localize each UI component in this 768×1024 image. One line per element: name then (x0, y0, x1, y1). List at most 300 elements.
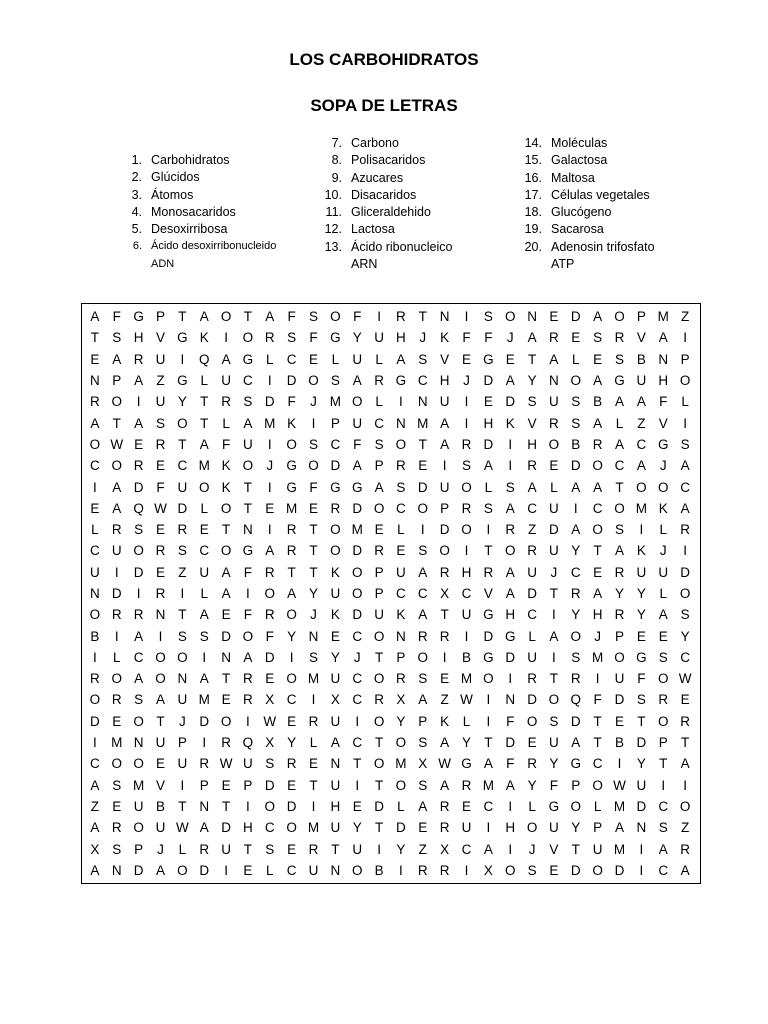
grid-letter[interactable]: A (112, 479, 122, 495)
grid-letter[interactable]: S (527, 862, 537, 878)
grid-letter[interactable]: L (572, 351, 580, 367)
grid-letter[interactable]: Y (527, 373, 537, 389)
grid-letter[interactable]: A (134, 373, 144, 389)
grid-letter[interactable]: A (440, 436, 450, 452)
grid-letter[interactable]: O (330, 309, 341, 325)
grid-letter[interactable]: C (483, 798, 494, 814)
grid-letter[interactable]: U (243, 436, 253, 452)
grid-letter[interactable]: O (351, 862, 363, 878)
grid-letter[interactable]: R (549, 415, 559, 431)
grid-letter[interactable]: H (133, 330, 144, 346)
grid-letter[interactable]: Y (177, 394, 187, 410)
grid-letter[interactable]: R (396, 458, 406, 474)
grid-letter[interactable]: I (246, 585, 250, 601)
grid-letter[interactable]: S (265, 841, 275, 857)
grid-letter[interactable]: E (636, 628, 646, 644)
grid-letter[interactable]: O (155, 671, 166, 687)
grid-letter[interactable]: T (374, 777, 384, 793)
grid-letter[interactable]: O (657, 671, 669, 687)
grid-letter[interactable]: Y (287, 735, 297, 751)
grid-letter[interactable]: D (570, 713, 581, 729)
grid-letter[interactable]: D (505, 649, 516, 665)
grid-letter[interactable]: R (570, 671, 581, 687)
grid-letter[interactable]: A (549, 628, 559, 644)
grid-letter[interactable]: C (658, 862, 669, 878)
grid-letter[interactable]: E (658, 628, 668, 644)
grid-letter[interactable]: W (219, 756, 233, 772)
grid-letter[interactable]: U (439, 479, 450, 495)
grid-letter[interactable]: B (90, 628, 100, 644)
grid-letter[interactable]: B (593, 394, 603, 410)
grid-letter[interactable]: C (133, 649, 144, 665)
grid-letter[interactable]: D (483, 628, 494, 644)
grid-letter[interactable]: L (331, 351, 340, 367)
grid-letter[interactable]: S (614, 351, 624, 367)
grid-letter[interactable]: E (308, 756, 318, 772)
grid-letter[interactable]: Y (636, 585, 646, 601)
grid-letter[interactable]: Y (527, 777, 537, 793)
grid-letter[interactable]: D (352, 500, 363, 516)
grid-letter[interactable]: T (593, 713, 602, 729)
grid-letter[interactable]: E (287, 777, 297, 793)
grid-letter[interactable]: C (90, 756, 100, 772)
grid-letter[interactable]: E (330, 628, 340, 644)
grid-letter[interactable]: R (286, 522, 297, 538)
grid-letter[interactable]: D (352, 607, 363, 623)
grid-letter[interactable]: R (221, 394, 231, 410)
grid-letter[interactable]: C (680, 479, 690, 495)
grid-letter[interactable]: M (657, 309, 669, 325)
grid-letter[interactable]: S (418, 777, 428, 793)
grid-letter[interactable]: A (134, 671, 144, 687)
grid-letter[interactable]: J (310, 607, 317, 623)
grid-letter[interactable]: C (177, 458, 188, 474)
grid-letter[interactable]: C (636, 436, 647, 452)
grid-letter[interactable]: T (484, 543, 493, 559)
grid-letter[interactable]: D (570, 458, 581, 474)
grid-letter[interactable]: U (177, 479, 188, 495)
grid-letter[interactable]: A (199, 671, 209, 687)
grid-letter[interactable]: C (286, 862, 297, 878)
grid-letter[interactable]: A (440, 777, 450, 793)
grid-letter[interactable]: R (570, 585, 581, 601)
grid-letter[interactable]: S (571, 394, 581, 410)
grid-letter[interactable]: T (309, 777, 318, 793)
grid-letter[interactable]: U (155, 351, 166, 367)
grid-letter[interactable]: U (177, 692, 188, 708)
grid-letter[interactable]: C (286, 692, 297, 708)
grid-letter[interactable]: G (351, 479, 363, 495)
grid-letter[interactable]: K (330, 607, 340, 623)
grid-letter[interactable]: B (614, 735, 624, 751)
grid-letter[interactable]: I (552, 649, 556, 665)
grid-letter[interactable]: I (464, 862, 469, 878)
grid-letter[interactable]: L (593, 798, 602, 814)
grid-letter[interactable]: R (483, 564, 494, 580)
grid-letter[interactable]: A (243, 649, 253, 665)
grid-letter[interactable]: E (112, 798, 122, 814)
grid-letter[interactable]: U (90, 564, 100, 580)
grid-letter[interactable]: D (264, 394, 275, 410)
grid-letter[interactable]: A (614, 436, 624, 452)
grid-letter[interactable]: I (508, 436, 513, 452)
grid-letter[interactable]: S (134, 692, 144, 708)
grid-letter[interactable]: O (242, 330, 254, 346)
grid-letter[interactable]: V (658, 415, 668, 431)
grid-letter[interactable]: A (418, 692, 428, 708)
grid-letter[interactable]: I (573, 500, 578, 516)
grid-letter[interactable]: E (112, 713, 122, 729)
grid-letter[interactable]: R (417, 862, 428, 878)
grid-letter[interactable]: O (679, 373, 691, 389)
grid-letter[interactable]: D (570, 862, 581, 878)
grid-letter[interactable]: U (352, 415, 363, 431)
grid-letter[interactable]: R (396, 671, 406, 687)
grid-letter[interactable]: I (136, 394, 141, 410)
grid-letter[interactable]: F (309, 330, 318, 346)
grid-letter[interactable]: R (439, 628, 450, 644)
grid-letter[interactable]: O (395, 436, 407, 452)
grid-letter[interactable]: L (397, 522, 405, 538)
grid-letter[interactable]: O (198, 479, 210, 495)
grid-letter[interactable]: O (657, 713, 669, 729)
grid-letter[interactable]: I (464, 543, 469, 559)
grid-letter[interactable]: D (614, 692, 625, 708)
grid-letter[interactable]: N (636, 820, 647, 836)
grid-letter[interactable]: U (330, 820, 341, 836)
grid-letter[interactable]: I (683, 415, 687, 431)
grid-letter[interactable]: R (133, 458, 144, 474)
grid-letter[interactable]: O (592, 522, 603, 538)
grid-letter[interactable]: P (330, 415, 340, 431)
grid-letter[interactable]: H (592, 607, 603, 623)
grid-letter[interactable]: O (526, 820, 538, 836)
grid-letter[interactable]: A (352, 458, 362, 474)
grid-letter[interactable]: S (265, 756, 275, 772)
grid-letter[interactable]: I (224, 330, 228, 346)
grid-letter[interactable]: E (155, 458, 165, 474)
grid-letter[interactable]: G (133, 309, 144, 325)
grid-letter[interactable]: T (178, 309, 187, 325)
grid-letter[interactable]: J (550, 564, 558, 580)
grid-letter[interactable]: S (527, 394, 537, 410)
grid-letter[interactable]: V (155, 330, 165, 346)
grid-letter[interactable]: U (308, 862, 319, 878)
grid-letter[interactable]: T (637, 713, 646, 729)
grid-letter[interactable]: J (157, 841, 164, 857)
grid-letter[interactable]: D (133, 564, 144, 580)
grid-letter[interactable]: E (374, 522, 384, 538)
grid-letter[interactable]: R (111, 607, 122, 623)
grid-letter[interactable]: L (528, 628, 536, 644)
grid-letter[interactable]: L (375, 351, 383, 367)
grid-letter[interactable]: R (264, 564, 275, 580)
grid-letter[interactable]: J (353, 649, 361, 665)
grid-letter[interactable]: U (549, 820, 559, 836)
grid-letter[interactable]: R (111, 820, 122, 836)
grid-letter[interactable]: U (133, 798, 144, 814)
grid-letter[interactable]: K (396, 607, 406, 623)
grid-letter[interactable]: P (199, 777, 209, 793)
grid-letter[interactable]: A (483, 458, 493, 474)
grid-letter[interactable]: X (330, 692, 340, 708)
grid-letter[interactable]: C (614, 458, 625, 474)
grid-letter[interactable]: L (200, 373, 208, 389)
grid-letter[interactable]: F (593, 692, 602, 708)
grid-letter[interactable]: I (114, 628, 119, 644)
grid-letter[interactable]: S (418, 671, 428, 687)
grid-letter[interactable]: O (264, 585, 276, 601)
grid-letter[interactable]: M (286, 500, 298, 516)
grid-letter[interactable]: L (266, 351, 274, 367)
grid-letter[interactable]: A (483, 756, 493, 772)
grid-letter[interactable]: L (375, 394, 383, 410)
grid-letter[interactable]: L (200, 500, 208, 516)
grid-letter[interactable]: W (438, 756, 451, 772)
grid-letter[interactable]: E (155, 756, 165, 772)
grid-letter[interactable]: D (286, 798, 297, 814)
grid-letter[interactable]: X (440, 585, 450, 601)
grid-letter[interactable]: O (504, 543, 516, 559)
grid-letter[interactable]: I (639, 522, 644, 538)
grid-letter[interactable]: G (177, 330, 188, 346)
grid-letter[interactable]: T (549, 585, 559, 601)
grid-letter[interactable]: J (594, 628, 601, 644)
grid-letter[interactable]: Q (570, 692, 582, 708)
grid-letter[interactable]: T (440, 607, 449, 623)
grid-letter[interactable]: A (134, 628, 144, 644)
grid-letter[interactable]: C (680, 649, 690, 665)
grid-letter[interactable]: E (396, 543, 406, 559)
grid-letter[interactable]: S (374, 436, 384, 452)
grid-letter[interactable]: R (527, 458, 537, 474)
grid-letter[interactable]: I (486, 820, 491, 836)
grid-letter[interactable]: G (286, 479, 297, 495)
grid-letter[interactable]: U (549, 543, 559, 559)
grid-letter[interactable]: I (683, 330, 687, 346)
grid-letter[interactable]: N (658, 351, 669, 367)
grid-letter[interactable]: I (508, 671, 513, 687)
grid-letter[interactable]: D (505, 735, 516, 751)
grid-letter[interactable]: I (311, 798, 316, 814)
grid-letter[interactable]: I (311, 415, 316, 431)
grid-letter[interactable]: S (636, 692, 646, 708)
grid-letter[interactable]: I (464, 628, 469, 644)
grid-letter[interactable]: I (442, 649, 447, 665)
grid-letter[interactable]: T (156, 713, 165, 729)
grid-letter[interactable]: I (552, 607, 556, 623)
grid-letter[interactable]: O (111, 458, 123, 474)
grid-letter[interactable]: S (396, 479, 406, 495)
grid-letter[interactable]: A (199, 820, 209, 836)
grid-letter[interactable]: C (90, 458, 100, 474)
grid-letter[interactable]: U (330, 585, 341, 601)
grid-letter[interactable]: U (243, 756, 253, 772)
grid-letter[interactable]: O (657, 479, 669, 495)
grid-letter[interactable]: B (636, 351, 646, 367)
grid-letter[interactable]: K (221, 458, 231, 474)
grid-letter[interactable]: E (549, 309, 559, 325)
grid-letter[interactable]: M (395, 756, 407, 772)
grid-letter[interactable]: I (464, 415, 469, 431)
grid-letter[interactable]: L (528, 798, 536, 814)
grid-letter[interactable]: E (549, 862, 559, 878)
grid-letter[interactable]: G (570, 756, 582, 772)
grid-letter[interactable]: U (352, 351, 363, 367)
grid-letter[interactable]: O (614, 309, 625, 325)
grid-letter[interactable]: T (221, 798, 231, 814)
grid-letter[interactable]: L (309, 735, 318, 751)
grid-letter[interactable]: G (548, 798, 560, 814)
grid-letter[interactable]: N (199, 798, 210, 814)
grid-letter[interactable]: K (505, 415, 515, 431)
grid-letter[interactable]: S (418, 351, 428, 367)
grid-letter[interactable]: M (351, 522, 363, 538)
grid-letter[interactable]: R (439, 564, 450, 580)
grid-letter[interactable]: I (617, 756, 622, 772)
grid-letter[interactable]: C (658, 798, 669, 814)
grid-letter[interactable]: E (527, 735, 537, 751)
grid-letter[interactable]: F (353, 436, 362, 452)
grid-letter[interactable]: U (614, 671, 625, 687)
grid-letter[interactable]: K (221, 479, 231, 495)
grid-letter[interactable]: A (374, 479, 384, 495)
grid-letter[interactable]: N (221, 649, 231, 665)
grid-letter[interactable]: O (548, 692, 560, 708)
grid-letter[interactable]: S (418, 735, 428, 751)
grid-letter[interactable]: R (155, 585, 166, 601)
grid-letter[interactable]: C (417, 373, 428, 389)
grid-letter[interactable]: J (463, 373, 470, 389)
grid-letter[interactable]: R (374, 543, 384, 559)
grid-letter[interactable]: A (636, 394, 646, 410)
grid-letter[interactable]: R (133, 351, 144, 367)
grid-letter[interactable]: P (418, 713, 428, 729)
grid-letter[interactable]: O (373, 500, 385, 516)
grid-letter[interactable]: A (505, 373, 515, 389)
grid-letter[interactable]: U (155, 735, 166, 751)
grid-letter[interactable]: S (112, 330, 122, 346)
grid-letter[interactable]: O (89, 692, 101, 708)
grid-letter[interactable]: S (177, 543, 187, 559)
grid-letter[interactable]: W (110, 436, 124, 452)
grid-letter[interactable]: O (592, 862, 603, 878)
grid-letter[interactable]: F (353, 309, 362, 325)
grid-letter[interactable]: N (439, 309, 450, 325)
grid-letter[interactable]: F (549, 777, 559, 793)
grid-letter[interactable]: R (439, 862, 450, 878)
grid-letter[interactable]: Y (571, 543, 581, 559)
grid-letter[interactable]: T (200, 394, 209, 410)
grid-letter[interactable]: T (243, 309, 253, 325)
grid-letter[interactable]: U (549, 735, 559, 751)
grid-letter[interactable]: Q (242, 735, 254, 751)
grid-letter[interactable]: R (374, 692, 384, 708)
grid-letter[interactable]: N (243, 522, 253, 538)
grid-letter[interactable]: R (592, 436, 603, 452)
grid-letter[interactable]: C (396, 500, 406, 516)
grid-letter[interactable]: R (461, 436, 472, 452)
grid-letter[interactable]: G (483, 351, 494, 367)
grid-letter[interactable]: X (396, 692, 406, 708)
grid-letter[interactable]: N (505, 692, 516, 708)
grid-letter[interactable]: P (177, 735, 187, 751)
grid-letter[interactable]: L (659, 522, 667, 538)
grid-letter[interactable]: T (309, 564, 318, 580)
grid-letter[interactable]: L (397, 798, 405, 814)
grid-letter[interactable]: R (243, 692, 253, 708)
grid-letter[interactable]: X (440, 841, 450, 857)
grid-letter[interactable]: N (330, 756, 341, 772)
grid-letter[interactable]: A (112, 351, 122, 367)
grid-letter[interactable]: X (265, 735, 275, 751)
grid-letter[interactable]: Y (396, 841, 406, 857)
grid-letter[interactable]: O (351, 585, 363, 601)
grid-letter[interactable]: D (614, 862, 625, 878)
grid-letter[interactable]: E (461, 351, 471, 367)
grid-letter[interactable]: D (527, 692, 537, 708)
grid-letter[interactable]: T (287, 564, 296, 580)
grid-letter[interactable]: A (593, 585, 603, 601)
grid-letter[interactable]: L (681, 394, 689, 410)
grid-letter[interactable]: C (417, 585, 428, 601)
grid-letter[interactable]: J (659, 543, 667, 559)
grid-letter[interactable]: P (243, 777, 253, 793)
grid-letter[interactable]: A (112, 500, 122, 516)
grid-letter[interactable]: E (265, 671, 275, 687)
grid-letter[interactable]: A (527, 479, 537, 495)
grid-letter[interactable]: A (243, 415, 253, 431)
grid-letter[interactable]: E (90, 351, 100, 367)
grid-letter[interactable]: O (373, 671, 385, 687)
grid-letter[interactable]: U (461, 607, 472, 623)
grid-letter[interactable]: Z (178, 564, 187, 580)
grid-letter[interactable]: A (199, 309, 209, 325)
grid-letter[interactable]: D (286, 373, 297, 389)
grid-letter[interactable]: A (418, 607, 428, 623)
grid-letter[interactable]: A (571, 522, 581, 538)
grid-letter[interactable]: O (395, 735, 407, 751)
grid-letter[interactable]: C (396, 585, 406, 601)
grid-letter[interactable]: I (486, 713, 491, 729)
grid-letter[interactable]: C (286, 351, 297, 367)
grid-letter[interactable]: U (527, 649, 537, 665)
grid-letter[interactable]: M (417, 415, 429, 431)
grid-letter[interactable]: I (93, 479, 97, 495)
grid-letter[interactable]: T (331, 841, 340, 857)
grid-letter[interactable]: A (440, 735, 450, 751)
grid-letter[interactable]: I (114, 564, 119, 580)
grid-letter[interactable]: H (483, 415, 494, 431)
grid-letter[interactable]: H (527, 436, 537, 452)
grid-letter[interactable]: N (549, 373, 559, 389)
grid-letter[interactable]: I (267, 522, 272, 538)
grid-letter[interactable]: E (483, 394, 493, 410)
grid-letter[interactable]: R (527, 671, 537, 687)
grid-letter[interactable]: K (199, 330, 209, 346)
grid-letter[interactable]: R (286, 756, 297, 772)
grid-letter[interactable]: I (486, 692, 491, 708)
grid-letter[interactable]: M (307, 820, 320, 836)
grid-letter[interactable]: S (155, 415, 165, 431)
grid-letter[interactable]: U (330, 777, 341, 793)
grid-letter[interactable]: I (136, 585, 141, 601)
grid-letter[interactable]: O (177, 862, 188, 878)
grid-letter[interactable]: A (658, 607, 668, 623)
grid-letter[interactable]: P (374, 585, 384, 601)
grid-letter[interactable]: I (377, 841, 381, 857)
grid-letter[interactable]: G (286, 458, 297, 474)
